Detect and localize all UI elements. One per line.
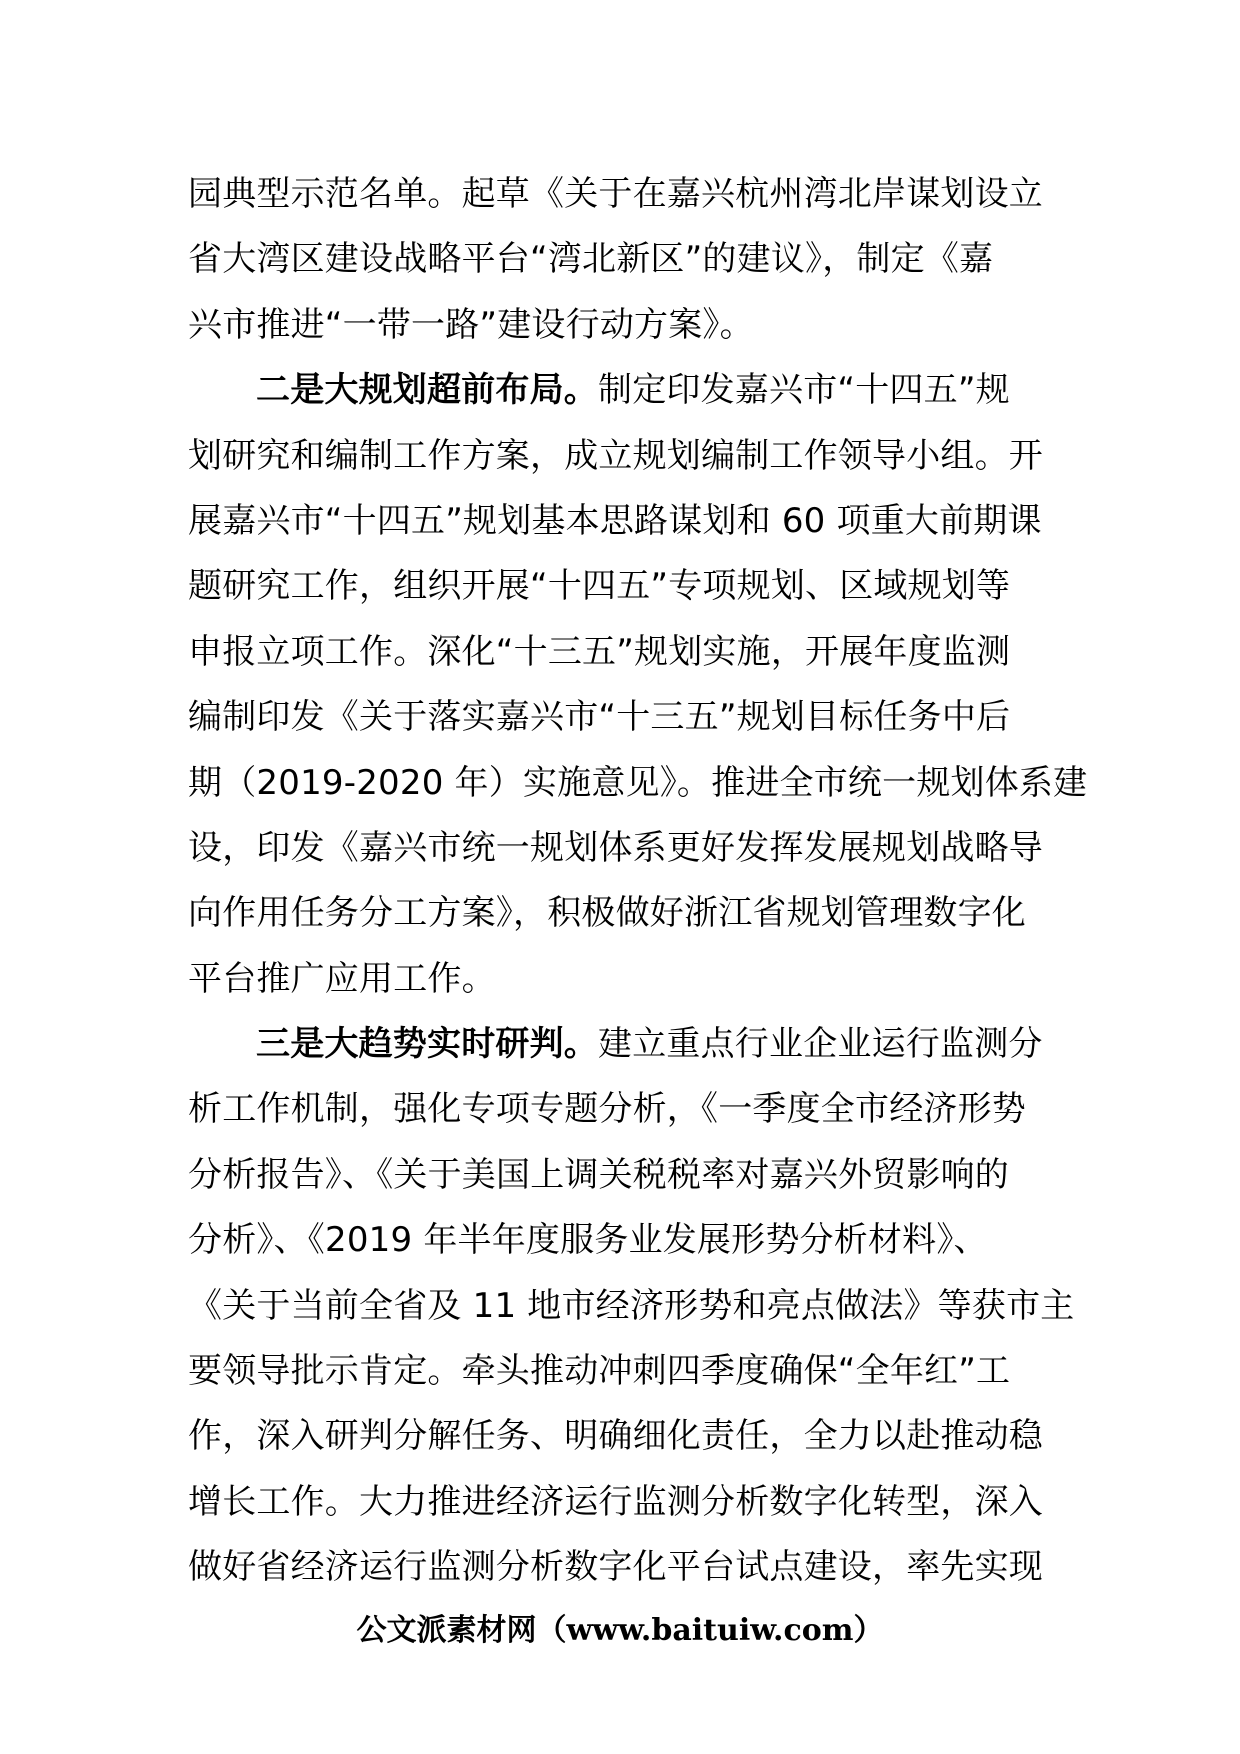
text-line: 要领导批示肯定。牵头推动冲刺四季度确保“全年红”工 (188, 1351, 1011, 1392)
text-line: 展嘉兴市“十四五”规划基本思路谋划和 60 项重大前期课 (188, 500, 1042, 541)
body-text (188, 162, 1088, 1601)
text-line: 题研究工作，组织开展“十四五”专项规划、区域规划等 (188, 566, 1011, 607)
text-line: 析工作机制，强化专项专题分析，《一季度全市经济形势 (188, 1089, 1026, 1130)
text-line: 设，印发《嘉兴市统一规划体系更好发挥发展规划战略导 (188, 827, 1043, 868)
text-line: 分析报告》、《关于美国上调关税税率对嘉兴外贸影响的 (188, 1154, 1009, 1195)
paragraph-start-line (188, 358, 1058, 423)
footer-watermark: 公文派素材网（www.baituiw.com） (356, 1613, 884, 1648)
text-line: 《关于当前全省及 11 地市经济形势和亮点做法》等获市主 (188, 1285, 1075, 1326)
text-run: 制定印发嘉兴市“十四五”规 (598, 370, 1010, 411)
text-line: 编制印发《关于落实嘉兴市“十三五”规划目标任务中后 (188, 697, 1011, 738)
text-line: 省大湾区建设战略平台“湾北新区”的建议》，制定《嘉 (188, 239, 994, 280)
text-line: 向作用任务分工方案》，积极做好浙江省规划管理数字化 (188, 893, 1026, 934)
text-line: 增长工作。大力推进经济运行监测分析数字化转型，深入 (188, 1481, 1043, 1522)
text-line: 分析》、《2019 年半年度服务业发展形势分析材料》、 (188, 1220, 988, 1261)
text-line: 作，深入研判分解任务、明确细化责任，全力以赴推动稳 (188, 1416, 1043, 1457)
section-heading: 二是大规划超前布局。 (256, 370, 598, 411)
text-line: 园典型示范名单。起草《关于在嘉兴杭州湾北岸谋划设立 (188, 174, 1043, 214)
text-run: 建立重点行业企业运行监测分 (598, 1024, 1043, 1065)
text-line: 划研究和编制工作方案，成立规划编制工作领导小组。开 (188, 435, 1043, 476)
text-line: 平台推广应用工作。 (188, 958, 496, 999)
section-heading: 三是大趋势实时研判。 (256, 1024, 598, 1065)
text-line: 期（2019-2020 年）实施意见》。推进全市统一规划体系建 (188, 762, 1088, 803)
paragraph-start-line (188, 1012, 1058, 1077)
text-line: 申报立项工作。深化“十三五”规划实施，开展年度监测 (188, 631, 1011, 672)
text-line: 做好省经济运行监测分析数字化平台试点建设，率先实现 (188, 1547, 1043, 1588)
text-line: 兴市推进“一带一路”建设行动方案》。 (188, 304, 754, 345)
